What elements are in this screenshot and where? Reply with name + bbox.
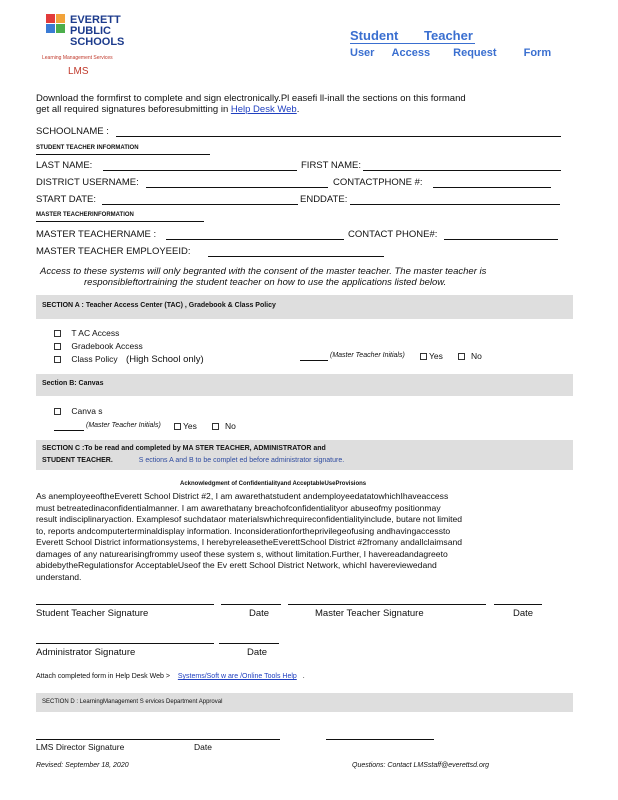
canvas-item <box>54 406 103 416</box>
title-underline <box>350 43 475 44</box>
student-teacher-date-field[interactable] <box>221 604 281 605</box>
section-b-band <box>36 374 573 396</box>
tac-access-item <box>54 328 119 338</box>
section-b-header: Section B: Canvas <box>42 380 104 387</box>
section-b-initials-field[interactable] <box>54 430 84 431</box>
section-c-line-1: SECTION C :To be read and completed by MA STER TEACHER, ADMINISTRATOR and <box>42 445 326 452</box>
last-name-label: LAST NAME: <box>36 160 93 171</box>
help-desk-web-link[interactable]: Help Desk Web <box>230 104 297 115</box>
canvas-checkbox[interactable] <box>54 408 61 415</box>
logo-lms: LMS <box>68 66 89 77</box>
start-date-label: START DATE: <box>36 194 97 205</box>
master-teacher-info-heading: MASTER TEACHERINFORMATION <box>36 212 134 218</box>
ack-line: Everett School District informationsystems, I herebyreleasetheEverettSchool District #2fromany andallclaimsand <box>36 537 463 547</box>
questions-contact: Questions: Contact LMSstaff@everettsd.org <box>352 762 490 769</box>
ack-title: Acknowledgment of Confidentialityand AcceptableUseProvisions <box>180 481 367 487</box>
start-date-field[interactable] <box>102 204 298 205</box>
administrator-signature-label: Administrator Signature <box>36 647 136 658</box>
section-a-yes-label: Yes <box>429 351 443 361</box>
section-b-no-label: No <box>225 421 236 431</box>
section-b-yes-option <box>174 421 197 431</box>
ack-line: abidebytheRegulationsfor AcceptableUseof the Ev erett School District Network, whichI havereviewedand <box>36 560 437 570</box>
systems-software-online-tools-help-link[interactable]: Systems/Soft w are /Online Tools Help <box>177 673 297 680</box>
consent-line-2: responsibleftortraining the student teacher on how to use the applications listed below. <box>84 277 447 288</box>
last-name-field[interactable] <box>103 170 297 171</box>
section-d-header: SECTION D : LearningManagement S ervices Department Approval <box>42 699 223 705</box>
student-teacher-date-label: Date <box>249 608 270 619</box>
first-name-label: FIRST NAME: <box>301 160 361 171</box>
high-school-only-note: (High School only) <box>126 354 204 365</box>
section-a-no-option <box>458 351 482 361</box>
class-policy-item <box>54 354 204 365</box>
section-a-yes-option <box>420 351 443 361</box>
section-a-initials-field[interactable] <box>300 360 328 361</box>
title-word-form: Form <box>523 47 552 59</box>
ack-line: damages of any naturearisingfrommy useof these system s, without limitation.Further, I havereadandagreeto <box>36 548 448 559</box>
tac-access-checkbox[interactable] <box>54 330 61 337</box>
section-a-no-label: No <box>471 351 482 361</box>
logo-wordmark <box>70 15 124 48</box>
district-username-label: DISTRICT USERNAME: <box>36 177 139 188</box>
school-name-field[interactable] <box>116 136 561 137</box>
canvas-label: Canva s <box>71 406 103 416</box>
contact-phone-label: CONTACTPHONE #: <box>333 177 423 188</box>
section-a-initials-label: (Master Teacher Initials) <box>330 352 405 359</box>
gradebook-access-checkbox[interactable] <box>54 343 61 350</box>
gradebook-access-item <box>54 341 143 351</box>
contact-phone-field[interactable] <box>433 187 551 188</box>
master-teacher-date-label: Date <box>513 608 534 619</box>
logo-mark-red <box>46 14 55 23</box>
ack-line: result indisciplinaryaction. Examplesof suchdataor materialswhichrequireconfidentialityinclude, butare not limited <box>36 514 463 524</box>
master-teacher-name-field[interactable] <box>166 239 344 240</box>
master-employee-id-label: MASTER TEACHER EMPLOYEEID: <box>36 246 191 257</box>
intro-text: get all required signatures beforesubmitting in <box>36 104 231 115</box>
master-teacher-signature-label: Master Teacher Signature <box>315 608 424 619</box>
section-b-initials-label: (Master Teacher Initials) <box>86 422 161 429</box>
title-word-request: Request <box>453 47 497 59</box>
first-name-field[interactable] <box>363 170 561 171</box>
lms-director-signature-label: LMS Director Signature <box>36 742 125 752</box>
intro-line-2 <box>36 104 299 115</box>
title-word-user: User <box>350 47 375 59</box>
administrator-date-field[interactable] <box>219 643 279 644</box>
attach-instructions <box>36 673 305 680</box>
section-c-line-2 <box>42 457 344 464</box>
master-teacher-signature-field[interactable] <box>288 604 486 605</box>
master-contact-phone-field[interactable] <box>444 239 558 240</box>
ack-line: must betreatedinaconfidentialmanner. I am awarethatany breachofconfidentialityor abuseofmy positionmay <box>36 502 441 513</box>
logo-mark-orange <box>56 14 65 23</box>
title-word-access: Access <box>391 47 431 59</box>
ack-line: As anemployeeoftheEverett School District #2, I am awarethatstudent andemployeedatatowhichIhaveaccess <box>36 491 449 501</box>
master-employee-id-field[interactable] <box>208 256 384 257</box>
logo-line-3: SCHOOLS <box>70 36 125 48</box>
ack-line: understand. <box>36 571 82 582</box>
consent-line-1: Access to these systems will only begranted with the consent of the master teacher. The master teacher is <box>40 266 487 277</box>
ack-paragraph <box>36 491 581 583</box>
section-b-yes-label: Yes <box>183 421 197 431</box>
section-a-header: SECTION A : Teacher Access Center (TAC) , Gradebook & Class Policy <box>42 302 276 309</box>
master-teacher-name-label: MASTER TEACHERNAME : <box>36 229 157 240</box>
district-username-field[interactable] <box>146 187 328 188</box>
form-title-line-1 <box>350 28 473 43</box>
student-teacher-signature-label: Student Teacher Signature <box>36 608 149 619</box>
lms-director-date-label: Date <box>194 742 212 752</box>
administrator-signature-field[interactable] <box>36 643 214 644</box>
class-policy-checkbox[interactable] <box>54 356 61 363</box>
end-date-label: ENDDATE: <box>300 194 348 205</box>
lms-director-signature-field[interactable] <box>36 739 280 740</box>
master-teacher-date-field[interactable] <box>494 604 542 605</box>
logo-mark-blue <box>46 24 55 33</box>
tac-access-label: T AC Access <box>71 328 120 338</box>
attach-text: Attach completed form in Help Desk Web > <box>36 673 170 680</box>
master-teacher-info-underline <box>36 221 204 222</box>
logo-line-1: EVERETT <box>70 14 121 26</box>
ack-line: to, reports andcomputerterminaldisplay information. Inconsiderationfortheprivilegeofusing andhavingaccessto <box>36 525 451 536</box>
logo-line-2: PUBLIC <box>70 25 111 37</box>
intro-period: . <box>296 104 300 115</box>
attach-period: . <box>302 673 305 680</box>
student-teacher-signature-field[interactable] <box>36 604 214 605</box>
administrator-date-label: Date <box>247 647 268 658</box>
student-teacher-info-underline <box>36 154 210 155</box>
title-word-teacher: Teacher <box>424 28 473 43</box>
logo-tagline: Learning Management Services <box>42 55 113 61</box>
form-title-line-2 <box>350 47 551 59</box>
gradebook-access-label: Gradebook Access <box>71 341 143 351</box>
class-policy-label: Class Policy <box>71 354 118 364</box>
section-a-no-checkbox[interactable] <box>458 353 465 360</box>
section-c-instructions: S ections A and B to be complet ed before administrator signature. <box>138 457 345 464</box>
school-name-label: SCHOOLNAME : <box>36 126 109 137</box>
lms-director-date-field[interactable] <box>326 739 434 740</box>
revised-date: Revised: September 18, 2020 <box>36 762 129 769</box>
master-contact-phone-label: CONTACT PHONE#: <box>348 229 438 240</box>
end-date-field[interactable] <box>350 204 560 205</box>
intro-line-1: Download the formfirst to complete and sign electronically.Pl easefi ll-inall the sections on this formand <box>36 93 466 104</box>
student-teacher-info-heading: STUDENT TEACHER INFORMATION <box>36 145 139 151</box>
section-b-no-option <box>212 421 236 431</box>
section-a-yes-checkbox[interactable] <box>420 353 427 360</box>
title-word-student: Student <box>350 28 399 43</box>
section-c-student-teacher: STUDENT TEACHER. <box>42 457 113 464</box>
logo-mark-green <box>56 24 65 33</box>
section-b-no-checkbox[interactable] <box>212 423 219 430</box>
section-b-yes-checkbox[interactable] <box>174 423 181 430</box>
